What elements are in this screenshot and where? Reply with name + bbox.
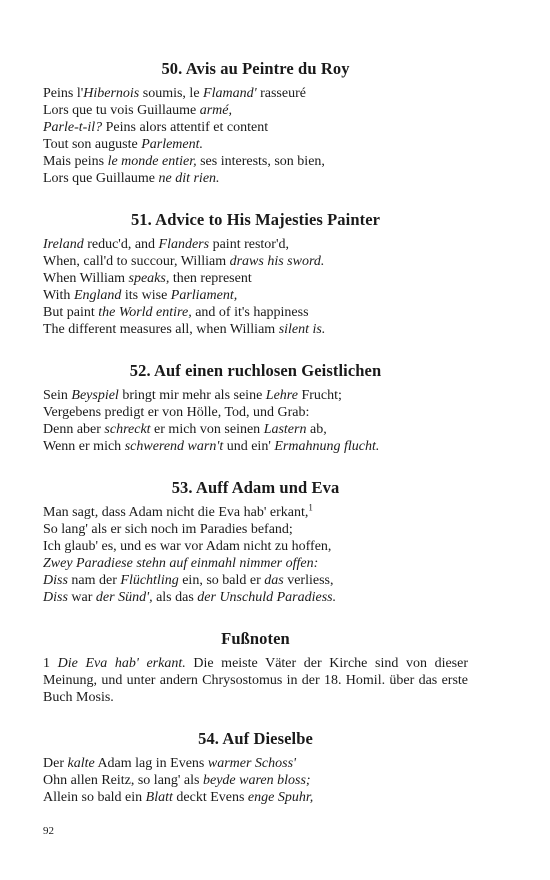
text-run: als das (152, 590, 198, 605)
italic-text: kalte (67, 756, 95, 771)
text-run: Lors que Guillaume (43, 171, 159, 186)
italic-text: Diss (43, 573, 68, 588)
italic-text: Ireland (43, 237, 84, 252)
italic-text: armé, (199, 103, 232, 118)
verse-line (43, 504, 468, 521)
text-run: rasseuré (256, 86, 306, 101)
italic-text: warmer Schoss' (207, 756, 297, 771)
page-number: 92 (43, 825, 54, 837)
text-run: But paint (43, 305, 99, 320)
verse-line (43, 270, 468, 287)
poem-body (43, 755, 468, 806)
italic-text: silent is. (278, 322, 326, 337)
text-run: Ich glaub' es, und es war vor Adam nicht zu hoffen, (43, 539, 332, 554)
poem-body (43, 236, 468, 338)
text-run: war (67, 590, 96, 605)
text-run: its wise (121, 288, 171, 303)
text-run: Tout son auguste (43, 137, 142, 152)
verse-line (43, 755, 468, 772)
italic-text: der Sünd', (95, 590, 153, 605)
italic-text: speaks, (128, 271, 170, 286)
italic-text: draws his sword. (229, 254, 325, 269)
verse-line (43, 253, 468, 270)
footnote-1 (43, 655, 468, 706)
verse-line (43, 589, 468, 606)
verse-line (43, 85, 468, 102)
verse-line (43, 304, 468, 321)
poem-heading: 50. Avis au Peintre du Roy (161, 59, 350, 78)
verse-line (43, 404, 468, 421)
text-run: Man sagt, dass Adam nicht die Eva hab' erkant, (43, 505, 309, 520)
verse-line (43, 521, 468, 538)
text-run: Peins l' (43, 86, 84, 101)
italic-text: Lastern (263, 422, 307, 437)
italic-text: ne dit rien. (158, 171, 220, 186)
footnotes-heading: Fußnoten (221, 629, 290, 648)
text-run: Peins alors attentif et content (102, 120, 269, 135)
verse-line (43, 572, 468, 589)
italic-text: Beyspiel (71, 388, 119, 403)
verse-line (43, 438, 468, 455)
poem-heading: 51. Advice to His Majesties Painter (130, 210, 381, 229)
text-run: Die meiste Väter der Kirche sind von dieser Meinung, und unter andern Chrysostomus in der 18. Homil. über das erste Buch Mosis. (43, 656, 469, 705)
verse-line (43, 321, 468, 338)
text-run: paint restor'd, (209, 237, 289, 252)
text-run: nam der (67, 573, 121, 588)
italic-text: schwerend warn't (124, 439, 224, 454)
verse-line (43, 153, 468, 170)
text-run: ses interests, son bien, (196, 154, 325, 169)
text-run: Wenn er mich (43, 439, 125, 454)
italic-text: Ermahnung flucht. (274, 439, 380, 454)
italic-text: Die Eva hab' erkant. (57, 656, 186, 671)
italic-text: the World entire, (98, 305, 192, 320)
italic-text: enge Spuhr, (247, 790, 314, 805)
verse-line (43, 555, 468, 572)
text-run: Ohn allen Reitz, so lang' als (43, 773, 203, 788)
italic-text: Flüchtling (120, 573, 179, 588)
poem-heading: 53. Auff Adam und Eva (171, 478, 340, 497)
poem-53 (43, 477, 468, 606)
text-run: When William (43, 271, 129, 286)
poem-body (43, 387, 468, 455)
text-run: deckt Evens (172, 790, 248, 805)
text-run: and of it's happiness (191, 305, 309, 320)
text-run: Sein (43, 388, 72, 403)
italic-text: England (73, 288, 122, 303)
text-run: With (43, 288, 74, 303)
poem-heading: 54. Auf Dieselbe (198, 729, 313, 748)
verse-line (43, 136, 468, 153)
italic-text: le monde entier, (107, 154, 197, 169)
poem-body (43, 504, 468, 606)
italic-text: Parliament, (170, 288, 238, 303)
verse-line (43, 236, 468, 253)
text-run: bringt mir mehr als seine (118, 388, 266, 403)
text-run: The different measures all, when William (43, 322, 279, 337)
text-run: soumis, le (139, 86, 204, 101)
verse-line (43, 119, 468, 136)
text-run: Vergebens predigt er von Hölle, Tod, und Grab: (43, 405, 310, 420)
text-run: Adam lag in Evens (94, 756, 208, 771)
poem-54 (43, 728, 468, 806)
text-run: When, call'd to succour, William (43, 254, 230, 269)
verse-line (43, 287, 468, 304)
italic-text: Zwey Paradiese stehn auf einmahl nimmer offen: (43, 556, 319, 571)
poem-body (43, 85, 468, 187)
poem-50 (43, 58, 468, 187)
text-run: Der (43, 756, 68, 771)
text-run: Denn aber (43, 422, 105, 437)
text-run: Lors que tu vois Guillaume (43, 103, 200, 118)
italic-text: Flamand' (203, 86, 257, 101)
text-run: verliess, (283, 573, 334, 588)
italic-text: Flanders (158, 237, 210, 252)
italic-text: Parlement. (141, 137, 204, 152)
verse-line (43, 387, 468, 404)
italic-text: Blatt (145, 790, 173, 805)
poem-52 (43, 360, 468, 455)
text-run: er mich von seinen (150, 422, 264, 437)
text-run: und ein' (223, 439, 275, 454)
poem-heading: 52. Auf einen ruchlosen Geistlichen (129, 361, 382, 380)
poem-51 (43, 209, 468, 338)
footnote-marker: 1 (308, 502, 313, 513)
verse-line (43, 772, 468, 789)
text-run: ein, so bald er (178, 573, 265, 588)
text-run: then represent (169, 271, 252, 286)
page-content (43, 58, 468, 806)
italic-text: Diss (43, 590, 68, 605)
italic-text: Parle-t-il? (43, 120, 103, 135)
text-run: reduc'd, and (83, 237, 159, 252)
italic-text: das (264, 573, 284, 588)
text-run: So lang' als er sich noch im Paradies befand; (43, 522, 293, 537)
italic-text: Lehre (265, 388, 298, 403)
italic-text: der Unschuld Paradiess. (197, 590, 337, 605)
italic-text: beyde waren bloss; (203, 773, 311, 788)
text-run: Allein so bald ein (43, 790, 146, 805)
text-run: Frucht; (297, 388, 342, 403)
italic-text: schreckt (104, 422, 151, 437)
italic-text: Hibernois (83, 86, 140, 101)
verse-line (43, 170, 468, 187)
verse-line (43, 789, 468, 806)
footnotes-section (43, 628, 468, 706)
verse-line (43, 421, 468, 438)
text-run: 1 (43, 656, 58, 671)
text-run: ab, (306, 422, 327, 437)
verse-line (43, 102, 468, 119)
verse-line (43, 538, 468, 555)
text-run: Mais peins (43, 154, 108, 169)
